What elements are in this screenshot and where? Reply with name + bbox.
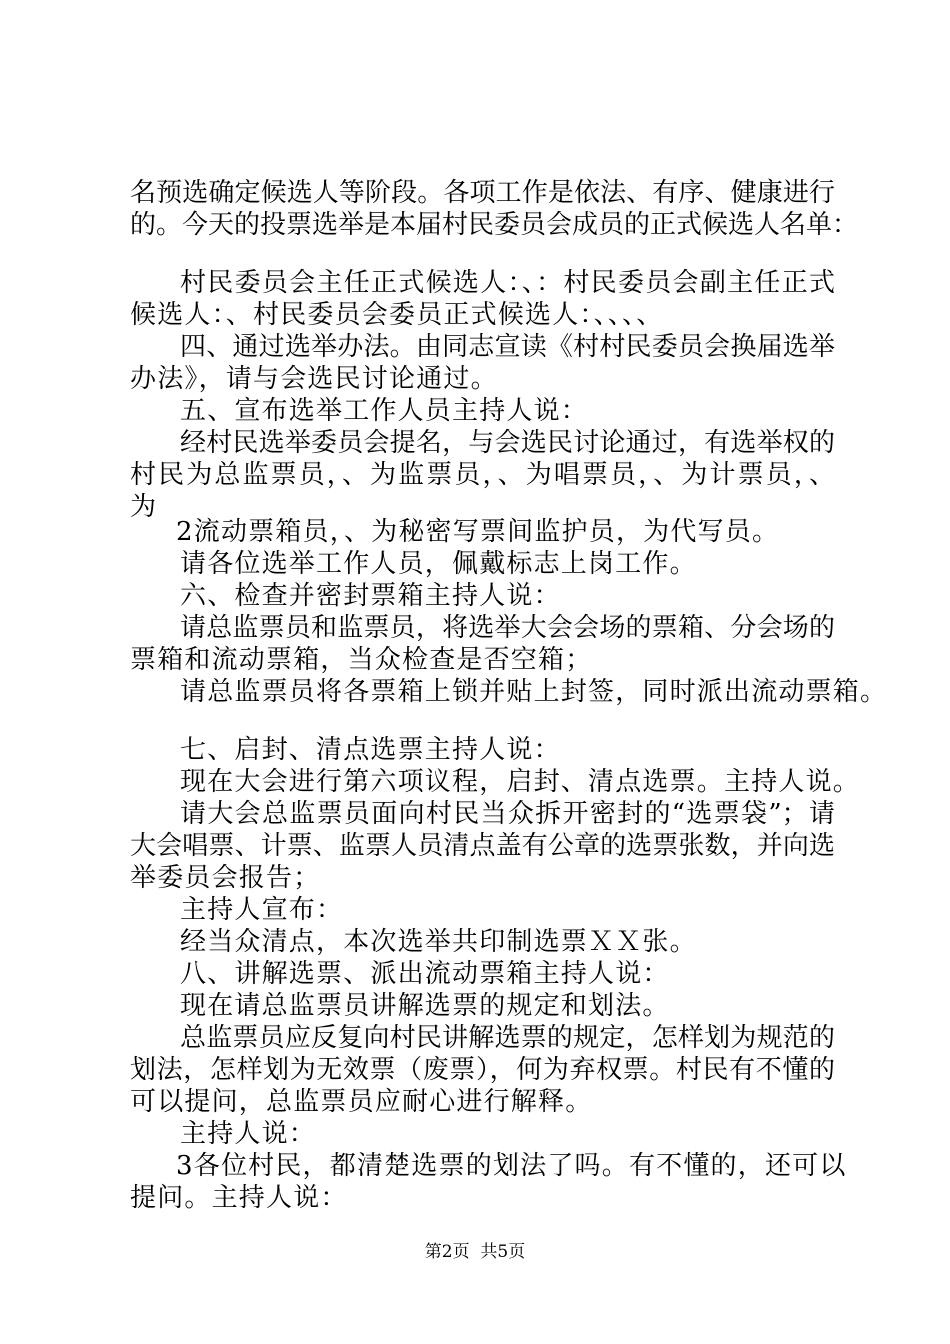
section-heading: 五、宣布选举工作人员主持人说： <box>180 396 589 426</box>
paragraph-line: 四、通过选举办法。由同志宣读《村村民委员会换届选举 <box>180 332 835 362</box>
paragraph-line: 名预选确定候选人等阶段。各项工作是依法、有序、健康进行 <box>130 178 835 208</box>
paragraph-line: 候选人：、村民委员会委员正式候选人：、、、、 <box>130 300 664 330</box>
paragraph-line: 办法》，请与会选民讨论通过。 <box>130 364 498 394</box>
paragraph-line: 请总监票员将各票箱上锁并贴上封签，同时派出流动票箱。 <box>180 677 888 707</box>
paragraph-line: 为 <box>130 492 158 522</box>
page-number-footer: 第2页 共5页 <box>424 1242 526 1262</box>
paragraph-line: 可以提问，总监票员应耐心进行解释。 <box>130 1087 593 1117</box>
paragraph-line: 请总监票员和监票员，将选举大会会场的票箱、分会场的 <box>180 613 835 643</box>
paragraph-line: 经当众清点，本次选举共印制选票ＸＸ张。 <box>180 927 697 957</box>
paragraph-line: 的。今天的投票选举是本届村民委员会成员的正式候选人名单： <box>130 210 859 240</box>
paragraph-line: 现在请总监票员讲解选票的规定和划法。 <box>180 991 670 1021</box>
paragraph-line: 票箱和流动票箱，当众检查是否空箱； <box>130 645 593 675</box>
paragraph-line: 划法，怎样划为无效票（废票），何为弃权票。村民有不懂的 <box>130 1055 835 1085</box>
paragraph-line: 总监票员应反复向村民讲解选票的规定，怎样划为规范的 <box>180 1023 835 1053</box>
section-heading: 六、检查并密封票箱主持人说： <box>180 581 561 611</box>
paragraph-line: 举委员会报告； <box>130 863 321 893</box>
paragraph-line: 请大会总监票员面向村民当众拆开密封的“选票袋”；请 <box>180 799 835 829</box>
paragraph-line: 主持人宣布： <box>180 895 344 925</box>
paragraph-line: 2流动票箱员，、为秘密写票间监护员，为代写员。 <box>176 517 780 547</box>
paragraph-line: 主持人说： <box>180 1119 317 1149</box>
paragraph-line: 大会唱票、计票、监票人员清点盖有公章的选票张数，并向选 <box>130 831 835 861</box>
section-heading: 八、讲解选票、派出流动票箱主持人说： <box>180 959 670 989</box>
paragraph-line: 村民委员会主任正式候选人：、：村民委员会副主任正式 <box>180 268 835 298</box>
paragraph-line: 村民为总监票员，、为监票员，、为唱票员，、为计票员，、 <box>130 460 835 490</box>
paragraph-line: 提问。主持人说： <box>130 1183 348 1213</box>
paragraph-line: 现在大会进行第六项议程，启封、清点选票。主持人说。 <box>180 767 861 797</box>
paragraph-line: 经村民选举委员会提名，与会选民讨论通过，有选举权的 <box>180 428 835 458</box>
paragraph-line: 3各位村民，都清楚选票的划法了吗。有不懂的，还可以 <box>176 1151 847 1181</box>
paragraph-line: 请各位选举工作人员，佩戴标志上岗工作。 <box>180 549 697 579</box>
section-heading: 七、启封、清点选票主持人说： <box>180 735 561 765</box>
